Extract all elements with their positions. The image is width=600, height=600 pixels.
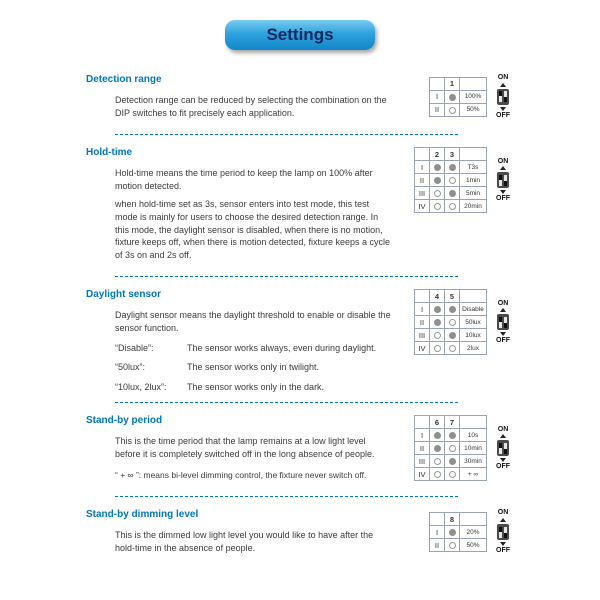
dip-dot xyxy=(434,164,441,171)
section-content xyxy=(86,415,414,487)
dip-row xyxy=(415,200,487,213)
dot-cell xyxy=(445,539,460,552)
section-heading: Hold-time xyxy=(86,147,133,159)
section-body xyxy=(115,309,393,393)
dip-row xyxy=(415,174,487,187)
row-label: II xyxy=(430,103,445,116)
title-area xyxy=(0,20,600,50)
dip-diagram xyxy=(414,415,514,481)
value-header-cell xyxy=(460,513,487,526)
row-label: IV xyxy=(415,200,430,213)
dot-cell xyxy=(430,303,445,316)
dot-cell xyxy=(430,442,445,455)
dot-cell xyxy=(445,187,460,200)
dip-dot xyxy=(434,319,441,326)
dip-dot xyxy=(449,345,456,352)
dip-row xyxy=(415,187,487,200)
dip-slot xyxy=(499,91,502,102)
dot-cell xyxy=(430,329,445,342)
dot-cell xyxy=(445,303,460,316)
arrow-down-icon xyxy=(500,542,506,546)
definition-term: “Disable”: xyxy=(115,342,154,353)
corner-cell xyxy=(415,148,430,161)
section-heading: Stand-by period xyxy=(86,415,163,427)
dip-dot xyxy=(449,458,456,465)
row-value: 50% xyxy=(460,103,487,116)
dip-dot xyxy=(449,529,456,536)
on-off-indicator xyxy=(492,158,514,203)
on-label: ON xyxy=(497,425,509,433)
row-value: 1min xyxy=(460,174,487,187)
row-value: + ∞ xyxy=(460,468,487,481)
definition-term: “10lux, 2lux”: xyxy=(115,381,167,392)
dip-dot xyxy=(449,471,456,478)
section-divider xyxy=(115,402,458,403)
dot-cell xyxy=(445,174,460,187)
dip-header-row xyxy=(415,416,487,429)
page-title: Settings xyxy=(225,20,375,50)
dip-row xyxy=(415,161,487,174)
corner-cell xyxy=(415,416,430,429)
dip-knob xyxy=(499,91,502,96)
dip-dot xyxy=(434,203,441,210)
row-label: III xyxy=(415,329,430,342)
arrow-up-icon xyxy=(500,434,506,438)
section-content xyxy=(86,509,429,560)
dot-cell xyxy=(430,174,445,187)
dip-table-stand-by-period xyxy=(414,415,487,481)
section-heading: Detection range xyxy=(86,74,162,85)
on-label: ON xyxy=(497,157,509,165)
section-heading: Daylight sensor xyxy=(86,289,162,301)
dot-cell xyxy=(430,187,445,200)
row-value: 100% xyxy=(460,90,487,103)
section-body xyxy=(115,94,393,119)
dip-switch-icon xyxy=(497,89,509,105)
dip-diagram xyxy=(429,74,514,119)
paragraph: This is the time period that the lamp remains at a low light level before it is completely switched off in the long absence of people. xyxy=(115,436,375,459)
dip-dot xyxy=(434,332,441,339)
dip-column-header: 7 xyxy=(445,416,460,429)
off-label: OFF xyxy=(496,195,510,203)
section-body xyxy=(115,529,393,554)
dip-row xyxy=(430,103,487,116)
dip-dot xyxy=(449,164,456,171)
dip-row xyxy=(415,342,487,355)
paragraph: Detection range can be reduced by selecting the combination on the DIP switches to fit precisely each application. xyxy=(115,95,387,118)
row-value: 20% xyxy=(460,526,487,539)
dip-dot xyxy=(449,319,456,326)
dip-dot xyxy=(449,445,456,452)
dip-knob xyxy=(499,317,502,322)
section-heading: Stand-by dimming level xyxy=(86,509,199,521)
on-label: ON xyxy=(497,299,509,307)
dip-slot xyxy=(499,443,502,454)
row-label: II xyxy=(415,316,430,329)
dip-dot xyxy=(449,542,456,549)
dot-cell xyxy=(430,468,445,481)
dip-dot xyxy=(434,306,441,313)
dot-cell xyxy=(430,316,445,329)
dip-dot xyxy=(434,458,441,465)
dip-dot xyxy=(434,432,441,439)
dip-knob xyxy=(504,323,507,328)
row-label: I xyxy=(430,526,445,539)
dot-cell xyxy=(430,455,445,468)
section-divider xyxy=(115,496,458,497)
corner-cell xyxy=(430,513,445,526)
section-content xyxy=(86,74,429,125)
dot-cell xyxy=(430,200,445,213)
note-line: “ + ∞ ”: means bi-level dimming control, the fixture never switch off. xyxy=(115,469,367,480)
row-value: 10min xyxy=(460,442,487,455)
arrow-up-icon xyxy=(500,308,506,312)
dot-cell xyxy=(445,468,460,481)
section-detection-range xyxy=(86,74,514,125)
dip-dot xyxy=(449,190,456,197)
dip-slot xyxy=(499,175,502,186)
dip-knob xyxy=(499,443,502,448)
dot-cell xyxy=(445,103,460,116)
arrow-down-icon xyxy=(500,332,506,336)
dip-dot xyxy=(434,177,441,184)
dip-column-header: 3 xyxy=(445,148,460,161)
dip-column-header: 2 xyxy=(430,148,445,161)
dot-cell xyxy=(445,342,460,355)
dip-switch-icon xyxy=(497,524,509,540)
row-value: 50% xyxy=(460,539,487,552)
row-value: 5min xyxy=(460,187,487,200)
paragraph: Daylight sensor means the daylight threshold to enable or disable the sensor function. xyxy=(115,310,391,333)
row-value: 10s xyxy=(460,429,487,442)
dip-dot xyxy=(449,432,456,439)
row-label: III xyxy=(415,187,430,200)
section-content xyxy=(86,289,414,393)
dip-table-stand-by-dimming xyxy=(429,512,487,552)
dot-cell xyxy=(445,90,460,103)
dot-cell xyxy=(445,200,460,213)
on-off-indicator xyxy=(492,300,514,345)
dip-dot xyxy=(434,471,441,478)
definition-desc: The sensor works only in twilight. xyxy=(187,362,320,373)
dip-row xyxy=(415,455,487,468)
section-stand-by-dimming-level xyxy=(86,509,514,560)
dip-slot xyxy=(504,527,507,538)
dot-cell xyxy=(430,161,445,174)
on-label: ON xyxy=(497,74,509,81)
value-header-cell xyxy=(460,416,487,429)
dip-table-detection-range xyxy=(429,77,487,117)
row-value: T3s xyxy=(460,161,487,174)
row-label: II xyxy=(415,442,430,455)
dot-cell xyxy=(445,161,460,174)
dip-column-header: 1 xyxy=(445,77,460,90)
dip-column-header: 6 xyxy=(430,416,445,429)
row-label: III xyxy=(415,455,430,468)
dot-cell xyxy=(445,429,460,442)
section-daylight-sensor xyxy=(86,289,514,393)
dip-header-row xyxy=(415,290,487,303)
off-label: OFF xyxy=(496,463,510,471)
dip-dot xyxy=(434,345,441,352)
dip-slot xyxy=(504,443,507,454)
dot-cell xyxy=(445,526,460,539)
definition-desc: The sensor works only in the dark. xyxy=(187,381,325,392)
row-label: I xyxy=(415,161,430,174)
definition-desc: The sensor works always, even during daylight. xyxy=(187,342,377,353)
dip-slot xyxy=(499,527,502,538)
dip-column-header: 8 xyxy=(445,513,460,526)
corner-cell xyxy=(430,77,445,90)
row-label: I xyxy=(415,429,430,442)
row-value: 2lux xyxy=(460,342,487,355)
dip-row xyxy=(430,90,487,103)
dot-cell xyxy=(445,316,460,329)
dip-row xyxy=(415,429,487,442)
section-hold-time xyxy=(86,147,514,267)
off-label: OFF xyxy=(496,111,510,119)
definition-row xyxy=(115,342,393,355)
dip-row xyxy=(430,526,487,539)
dip-slot xyxy=(499,317,502,328)
dip-column-header: 5 xyxy=(445,290,460,303)
definition-row xyxy=(115,361,393,374)
dip-knob xyxy=(504,449,507,454)
arrow-up-icon xyxy=(500,83,506,87)
row-value: 50lux xyxy=(460,316,487,329)
row-value: 20min xyxy=(460,200,487,213)
dip-dot xyxy=(449,177,456,184)
dip-diagram xyxy=(429,509,514,554)
arrow-down-icon xyxy=(500,190,506,194)
dip-dot xyxy=(449,94,456,101)
on-label: ON xyxy=(497,509,509,517)
dip-table-daylight-sensor xyxy=(414,289,487,355)
value-header-cell xyxy=(460,148,487,161)
dot-cell xyxy=(445,455,460,468)
row-value: 30min xyxy=(460,455,487,468)
row-value: Disable xyxy=(460,303,487,316)
dip-knob xyxy=(504,97,507,102)
off-label: OFF xyxy=(496,337,510,345)
section-body xyxy=(115,167,393,261)
dip-slot xyxy=(504,317,507,328)
dip-dot xyxy=(449,332,456,339)
value-header-cell xyxy=(460,290,487,303)
dip-switch-icon xyxy=(497,440,509,456)
dip-dot xyxy=(449,203,456,210)
row-label: II xyxy=(430,539,445,552)
dip-row xyxy=(415,303,487,316)
dip-dot xyxy=(449,107,456,114)
dot-cell xyxy=(430,429,445,442)
dip-column-header: 4 xyxy=(430,290,445,303)
corner-cell xyxy=(415,290,430,303)
definition-row xyxy=(115,381,393,394)
section-divider xyxy=(115,134,458,135)
dip-dot xyxy=(434,445,441,452)
paragraph: This is the dimmed low light level you would like to have after the hold-time in the absence of people. xyxy=(115,530,374,553)
paragraph: Hold-time means the time period to keep the lamp on 100% after motion detected. xyxy=(115,168,373,191)
dip-row xyxy=(415,468,487,481)
sections-container xyxy=(86,74,514,561)
dip-dot xyxy=(434,190,441,197)
dip-row xyxy=(415,442,487,455)
paragraph: when hold-time set as 3s, sensor enters into test mode, this test mode is mainly for users to choose the desired detection range. In this mode, the daylight sensor is disabled, when there is no motion, fixture keeps off, when there is motion detected, fixture keeps a cycle of 3s on and 2s off. xyxy=(115,199,390,260)
dip-row xyxy=(415,316,487,329)
dip-knob xyxy=(504,181,507,186)
dip-header-row xyxy=(430,77,487,90)
dip-row xyxy=(430,539,487,552)
dip-diagram xyxy=(414,147,514,213)
dip-diagram xyxy=(414,289,514,355)
dot-cell xyxy=(445,329,460,342)
dip-dot xyxy=(449,306,456,313)
row-label: I xyxy=(430,90,445,103)
on-off-indicator xyxy=(492,426,514,471)
dip-header-row xyxy=(415,148,487,161)
on-off-indicator xyxy=(492,74,514,119)
arrow-down-icon xyxy=(500,107,506,111)
section-divider xyxy=(115,276,458,277)
dip-knob xyxy=(499,175,502,180)
definition-term: “50lux”: xyxy=(115,362,146,373)
dip-switch-icon xyxy=(497,314,509,330)
off-label: OFF xyxy=(496,547,510,555)
row-label: I xyxy=(415,303,430,316)
row-label: IV xyxy=(415,342,430,355)
section-content xyxy=(86,147,414,267)
row-value: 10lux xyxy=(460,329,487,342)
arrow-down-icon xyxy=(500,458,506,462)
section-body xyxy=(115,435,393,481)
value-header-cell xyxy=(460,77,487,90)
dot-cell xyxy=(430,342,445,355)
dip-row xyxy=(415,329,487,342)
on-off-indicator xyxy=(492,509,514,554)
arrow-up-icon xyxy=(500,518,506,522)
dip-knob xyxy=(504,533,507,538)
dot-cell xyxy=(445,442,460,455)
dip-slot xyxy=(504,91,507,102)
dip-knob xyxy=(499,527,502,532)
dip-table-hold-time xyxy=(414,147,487,213)
dip-switch-icon xyxy=(497,172,509,188)
dip-slot xyxy=(504,175,507,186)
section-stand-by-period xyxy=(86,415,514,487)
arrow-up-icon xyxy=(500,166,506,170)
dip-header-row xyxy=(430,513,487,526)
row-label: IV xyxy=(415,468,430,481)
row-label: II xyxy=(415,174,430,187)
